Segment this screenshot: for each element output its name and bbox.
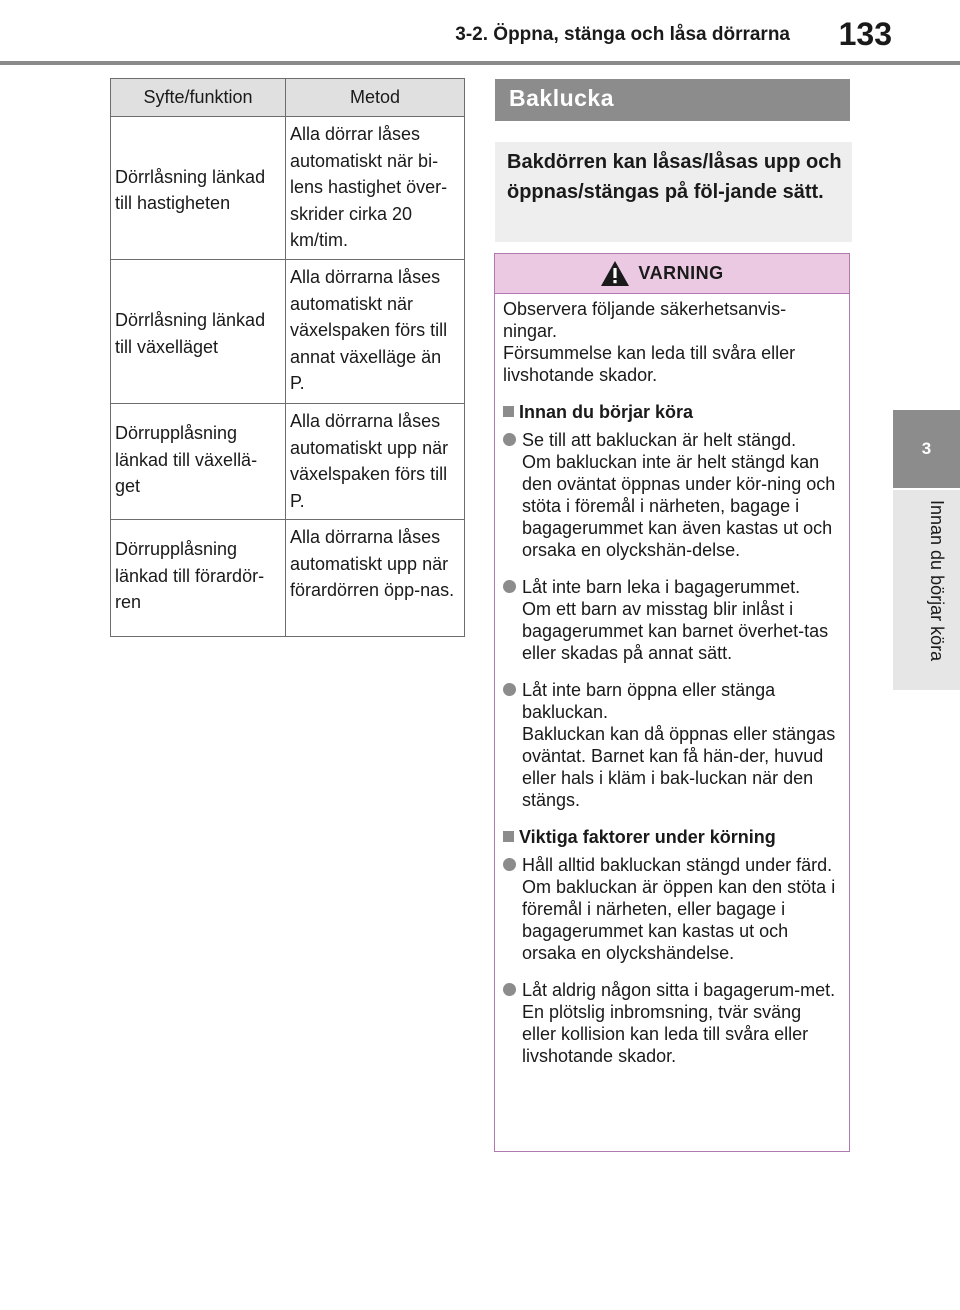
warning-item <box>503 854 839 964</box>
table-cell-purpose: Dörrlåsning länkad till hastigheten <box>111 117 286 260</box>
table-row <box>111 260 465 404</box>
section-heading: Baklucka <box>495 79 850 121</box>
warning-subheading-text: Viktiga faktorer under körning <box>519 827 776 847</box>
warning-subheading-text: Innan du börjar köra <box>519 402 694 422</box>
table-cell-purpose: Dörrupplåsning länkad till växellä-get <box>111 404 286 520</box>
warning-item-text: Låt inte barn öppna eller stänga bakluckan. Bakluckan kan då öppnas eller stängas oväntat. Barnet kan få hän-der, huvud eller hals i kläm i bak-luckan när den stängs. <box>522 680 836 810</box>
circle-bullet-icon <box>503 858 516 871</box>
chapter-tab-label: Innan du börjar köra <box>927 500 947 662</box>
chapter-tab <box>893 490 960 690</box>
warning-subheading <box>503 401 839 423</box>
circle-bullet-icon <box>503 580 516 593</box>
page-number: 133 <box>838 16 892 52</box>
table-header-row <box>111 79 465 117</box>
warning-item-text: Se till att bakluckan är helt stängd. Om bakluckan inte är helt stängd kan den oväntat öppnas under kör-ning och stöta i föremål i närheten, bagage i bagagerummet kan även kastas ut och orsaka en olyckshän-delse. <box>522 430 836 560</box>
table-row <box>111 117 465 260</box>
square-bullet-icon <box>503 406 514 417</box>
circle-bullet-icon <box>503 433 516 446</box>
table-cell-method: Alla dörrarna låses automatiskt upp när växelspaken förs till P. <box>286 404 465 520</box>
circle-bullet-icon <box>503 683 516 696</box>
warning-header <box>495 254 849 294</box>
table-header-method: Metod <box>286 79 465 117</box>
table-cell-purpose: Dörrlåsning länkad till växelläget <box>111 260 286 404</box>
warning-box <box>494 253 850 1152</box>
warning-item <box>503 429 839 561</box>
header-divider <box>0 61 960 65</box>
chapter-tab-number: 3 <box>893 410 960 488</box>
door-lock-function-table <box>110 78 465 637</box>
warning-item <box>503 679 839 811</box>
warning-intro: Observera följande säkerhetsanvis-ningar. Försummelse kan leda till svåra eller livshotande skador. <box>503 299 796 385</box>
warning-item-text: Låt inte barn leka i bagagerummet. Om ett barn av misstag blir inlåst i bagagerummet kan barnet överhet-tas eller skadas på annat sätt. <box>522 577 829 663</box>
warning-subheading <box>503 826 839 848</box>
table-cell-method: Alla dörrar låses automatiskt när bi-lens hastighet över-skrider cirka 20 km/tim. <box>286 117 465 260</box>
table-row <box>111 520 465 637</box>
warning-item <box>503 576 839 664</box>
warning-title: VARNING <box>638 263 724 283</box>
warning-item <box>503 979 839 1067</box>
warning-item-text: Låt aldrig någon sitta i bagagerum-met. En plötslig inbromsning, tvär sväng eller kollision kan leda till svåra eller livshotande skador. <box>522 980 836 1066</box>
section-intro: Bakdörren kan låsas/låsas upp och öppnas/stängas på föl-jande sätt. <box>495 142 852 242</box>
table-row <box>111 404 465 520</box>
warning-triangle-icon <box>600 260 630 287</box>
table-header-purpose: Syfte/funktion <box>111 79 286 117</box>
warning-item-text: Håll alltid bakluckan stängd under färd. Om bakluckan är öppen kan den stöta i föremål i närheten, eller bagage i bagagerummet kan kastas ut och orsaka en olyckshändelse. <box>522 855 836 963</box>
warning-body <box>495 294 849 1067</box>
square-bullet-icon <box>503 831 514 842</box>
table-cell-method: Alla dörrarna låses automatiskt upp när förardörren öpp-nas. <box>286 520 465 637</box>
table-cell-purpose: Dörrupplåsning länkad till förardör-ren <box>111 520 286 637</box>
section-title: 3-2. Öppna, stänga och låsa dörrarna <box>455 24 790 45</box>
circle-bullet-icon <box>503 983 516 996</box>
table-cell-method: Alla dörrarna låses automatiskt när växelspaken förs till annat växelläge än P. <box>286 260 465 404</box>
